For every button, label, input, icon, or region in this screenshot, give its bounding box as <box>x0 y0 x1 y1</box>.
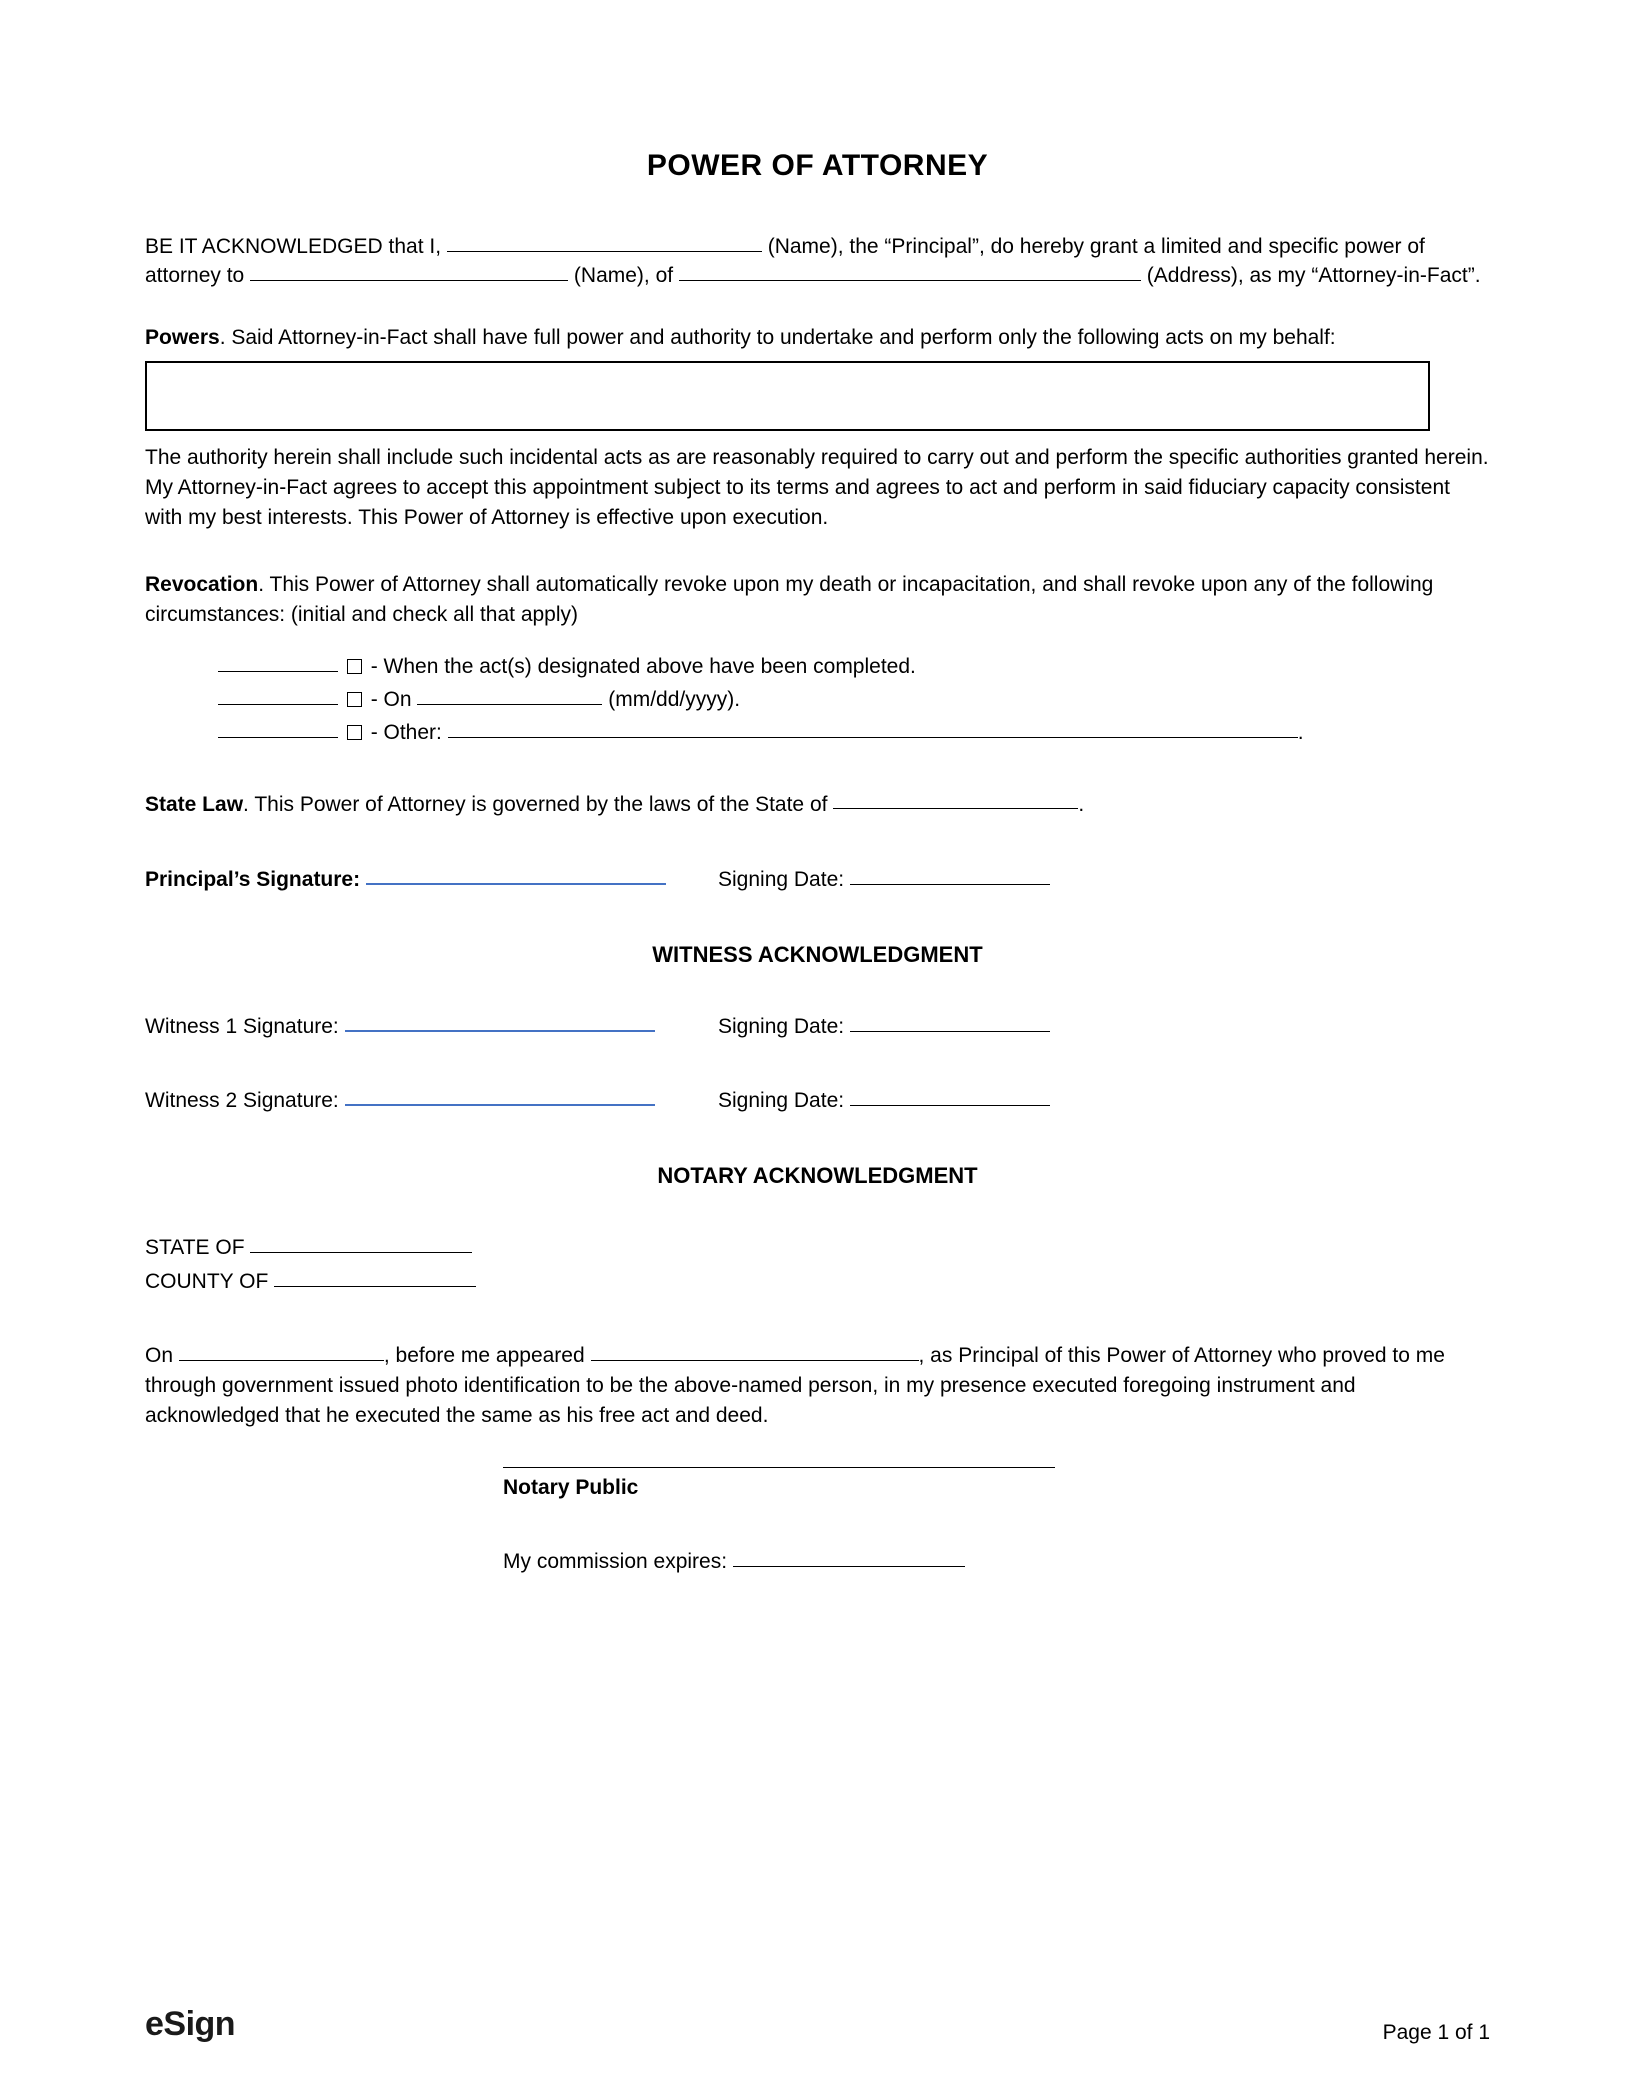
witness1-signing-date-field[interactable] <box>850 1012 1050 1032</box>
notary-county-label: COUNTY OF <box>145 1270 269 1294</box>
notary-county-field[interactable] <box>274 1267 476 1287</box>
document-title: POWER OF ATTORNEY <box>646 149 989 182</box>
state-law-label: State Law <box>145 792 244 816</box>
authority-paragraph: The authority herein shall include such incidental acts as are reasonably required to carry out and perform the specific authorities granted herein. My Attorney-in-Fact agrees to accept this appointment subject to its terms and agrees to act and perform in said fiduciary capacity consistent with my best interests. This Power of Attorney is effective upon execution. <box>145 446 1489 529</box>
page-number: Page 1 of 1 <box>1382 2021 1490 2045</box>
powers-paragraph <box>145 323 1490 353</box>
intro-paragraph <box>145 232 1490 292</box>
state-law-paragraph <box>145 790 1490 820</box>
notary-signature-line[interactable] <box>503 1456 1055 1468</box>
state-law-state-field[interactable] <box>833 790 1078 810</box>
witness2-signing-date-label: Signing Date: <box>718 1089 845 1113</box>
initials-field-2[interactable] <box>218 685 338 705</box>
attorney-in-fact-address-field[interactable] <box>679 261 1141 281</box>
checkbox-on-date[interactable] <box>347 692 362 707</box>
principal-signing-date-field[interactable] <box>850 865 1050 885</box>
revocation-paragraph <box>145 570 1490 630</box>
attorney-in-fact-name-field[interactable] <box>250 261 568 281</box>
notary-acknowledgment-heading: NOTARY ACKNOWLEDGMENT <box>657 1163 978 1189</box>
option-completed-text: - When the act(s) designated above have been completed. <box>370 655 916 679</box>
notary-state-line <box>145 1233 1490 1263</box>
notary-state-label: STATE OF <box>145 1236 245 1260</box>
revocation-option-other <box>218 718 1490 748</box>
intro-text-1: BE IT ACKNOWLEDGED that I, <box>145 234 442 258</box>
witness2-signature-field[interactable] <box>345 1086 655 1106</box>
notary-text-2: , before me appeared <box>383 1343 585 1367</box>
witness1-signature-label: Witness 1 Signature: <box>145 1015 339 1039</box>
option-date-suffix: (mm/dd/yyyy). <box>608 687 741 711</box>
principal-signature-row <box>145 865 1490 895</box>
principal-signature-label: Principal’s Signature: <box>145 868 361 892</box>
notary-paragraph <box>145 1341 1490 1430</box>
powers-text: . Said Attorney-in-Fact shall have full power and authority to undertake and perform only the following acts on my behalf: <box>219 326 1336 350</box>
notary-signature-block <box>503 1456 1490 1577</box>
principal-signature-field[interactable] <box>366 865 666 885</box>
powers-label: Powers <box>145 326 220 350</box>
witness2-signature-row <box>145 1086 1490 1116</box>
intro-text-3: (Name), of <box>573 264 674 288</box>
initials-field-1[interactable] <box>218 652 338 672</box>
principal-signing-date-label: Signing Date: <box>718 868 845 892</box>
esign-logo: eSign <box>145 2004 236 2043</box>
other-reason-field[interactable] <box>448 718 1298 738</box>
option-other-prefix: - Other: <box>370 720 442 744</box>
witness1-signing-date-label: Signing Date: <box>718 1015 845 1039</box>
witness2-signature-label: Witness 2 Signature: <box>145 1089 339 1113</box>
witness-acknowledgment-heading: WITNESS ACKNOWLEDGMENT <box>652 942 983 968</box>
notary-public-label: Notary Public <box>503 1476 639 1500</box>
revocation-text: . This Power of Attorney shall automatically revoke upon my death or incapacitation, and shall revoke upon any of the following circumstances: (initial and check all that apply) <box>145 573 1434 627</box>
commission-expires-row <box>503 1547 1490 1577</box>
notary-text-1: On <box>145 1343 174 1367</box>
notary-county-line <box>145 1267 1490 1297</box>
revocation-options <box>145 652 1490 747</box>
page-footer <box>145 2000 1490 2048</box>
notary-text-3: , as Principal of this Power of Attorney who proved to me through government issued photo identification to be the above-named person, in my presence executed foregoing instrument and acknowledged that he executed the same as his free act and deed. <box>145 1343 1445 1427</box>
witness1-signature-row <box>145 1012 1490 1042</box>
state-law-text: . This Power of Attorney is governed by the laws of the State of <box>243 792 828 816</box>
initials-field-3[interactable] <box>218 718 338 738</box>
intro-text-2: (Name), the “Principal”, do hereby grant a limited and specific power of attorney to <box>145 234 1425 288</box>
checkbox-other[interactable] <box>347 725 362 740</box>
state-law-period: . <box>1078 792 1085 816</box>
witness2-signing-date-field[interactable] <box>850 1086 1050 1106</box>
option-date-prefix: - On <box>370 687 412 711</box>
principal-name-field[interactable] <box>447 232 762 252</box>
witness1-signature-field[interactable] <box>345 1012 655 1032</box>
powers-entry-box[interactable] <box>145 361 1430 431</box>
commission-expires-label: My commission expires: <box>503 1550 728 1574</box>
option-other-suffix: . <box>1297 720 1304 744</box>
revocation-label: Revocation <box>145 573 259 597</box>
commission-expires-field[interactable] <box>733 1547 965 1567</box>
notary-state-field[interactable] <box>250 1233 472 1253</box>
revocation-option-date <box>218 685 1490 715</box>
checkbox-acts-completed[interactable] <box>347 659 362 674</box>
notary-principal-name-field[interactable] <box>591 1341 919 1361</box>
notary-date-field[interactable] <box>179 1341 384 1361</box>
revocation-date-field[interactable] <box>417 685 602 705</box>
intro-text-4: (Address), as my “Attorney-in-Fact”. <box>1146 264 1481 288</box>
revocation-option-completed <box>218 652 1490 682</box>
